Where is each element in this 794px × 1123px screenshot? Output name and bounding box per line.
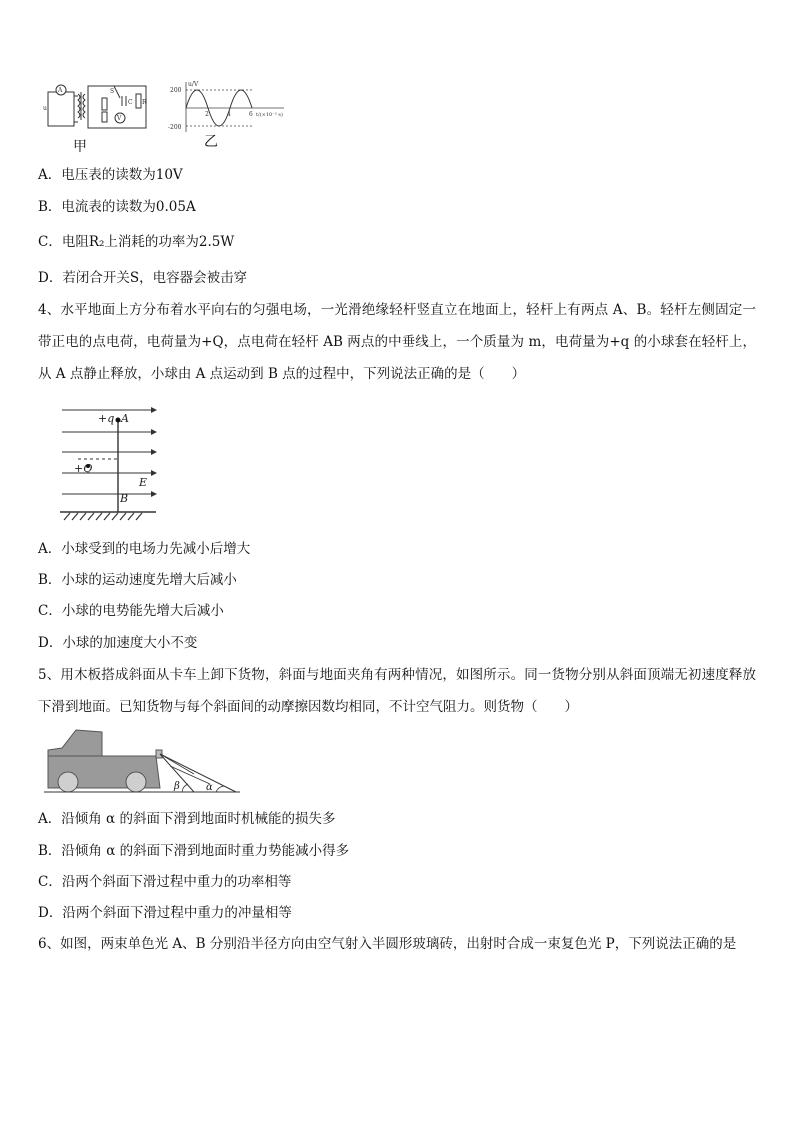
q3-option-d: D．若闭合开关S，电容器会被击穿 [38,270,248,286]
svg-text:S: S [110,88,115,95]
electric-field-figure [60,400,170,524]
q4-option-a: A．小球受到的电场力先减小后增大 [38,541,251,557]
q5-option-c: C．沿两个斜面下滑过程中重力的功率相等 [38,874,292,890]
q6-stem: 6、如图，两束单色光 A、B 分别沿半径方向由空气射入半圆形玻璃砖，出射时合成一束复色光 P，下列说法正确的是 [38,936,737,952]
svg-text:-200: -200 [168,124,182,131]
truck-incline-figure [44,726,240,796]
svg-text:β: β [174,781,180,792]
q4-option-b: B．小球的运动速度先增大后减小 [38,572,237,588]
svg-text:u/V: u/V [188,81,199,88]
svg-text:C: C [128,99,133,106]
svg-text:2: 2 [205,111,209,118]
svg-text:B: B [120,492,129,505]
svg-text:6: 6 [249,111,253,118]
svg-text:V: V [117,115,122,122]
q4-stem: 4、水平地面上方分布着水平向右的匀强电场，一光滑绝缘轻杆竖直立在地面上，轻杆上有两点 A、B。轻杆左侧固定一带正电的点电荷，电荷量为+Q，点电荷在轻杆 AB 两点的中垂线上，一个质量为 m，电荷量为+q 的小球套在轻杆上，从 A 点静止释放，小球由 A 点运动到 B 点的过程中，下列说法正确的是（ ） [38,302,756,382]
svg-text:R: R [142,99,147,106]
q3-option-c: C．电阻R₂上消耗的功率为2.5W [38,234,235,250]
q4-option-d: D．小球的加速度大小不变 [38,635,198,651]
svg-text:200: 200 [170,87,182,94]
q5-option-d: D．沿两个斜面下滑过程中重力的冲量相等 [38,905,292,921]
svg-text:α: α [206,782,213,793]
q5-option-a: A．沿倾角 α 的斜面下滑到地面时机械能的损失多 [38,811,336,827]
q4-option-c: C．小球的电势能先增大后减小 [38,603,224,619]
svg-text:A: A [121,412,129,425]
q3-option-a: A．电压表的读数为10V [38,167,183,183]
q5-option-b: B．沿倾角 α 的斜面下滑到地面时重力势能减小得多 [38,843,350,859]
circuit-diagram-jia [40,78,158,134]
figure-label-jia: 甲 [73,139,87,155]
svg-text:+q: +q [98,412,115,425]
q5-stem: 5、用木板搭成斜面从卡车上卸下货物，斜面与地面夹角有两种情况，如图所示。同一货物分别从斜面顶端无初速度释放下滑到地面。已知货物与每个斜面间的动摩擦因数均相同，不计空气阻力。则货物（ ） [38,667,756,715]
voltage-waveform-yi [168,80,286,134]
svg-text:t/(×10⁻² s): t/(×10⁻² s) [256,112,283,118]
svg-text:A: A [58,87,63,94]
svg-text:+Q: +Q [74,462,93,475]
svg-text:u: u [43,105,47,112]
figure-label-yi: 乙 [204,134,218,150]
q3-option-b: B．电流表的读数为0.05A [38,199,196,215]
svg-text:E: E [139,476,148,489]
svg-text:4: 4 [227,111,231,118]
